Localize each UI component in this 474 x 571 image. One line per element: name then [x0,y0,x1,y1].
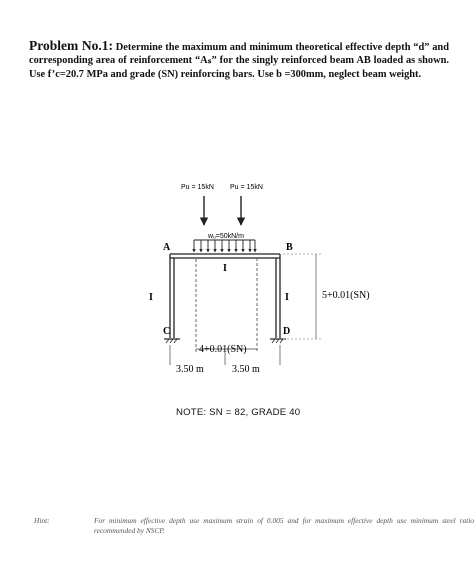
problem-title: Problem No.1: [29,38,113,53]
support-d [270,339,286,343]
span-left-label: 3.50 m [176,364,204,375]
hint-text: For minimum effective depth use maximum strain of 0.005 and for maximum effective depth use minimum steel ratio recommended by NSCP. [94,516,474,535]
load-left-label: Pu = 15kN [181,184,214,191]
label-b: B [286,242,293,253]
inertia-beam-label: I [223,263,227,274]
load-right-label: Pu = 15kN [230,184,263,191]
column-ac [170,254,174,338]
support-c [164,339,180,343]
beam-ab [170,254,280,258]
inertia-right-label: I [285,292,289,303]
note-text: NOTE: SN = 82, GRADE 40 [176,407,301,418]
column-bd [276,254,280,338]
label-d: D [283,326,291,337]
hint-label: Hint: [34,516,50,525]
problem-body: Determine the maximum and minimum theoretical effective depth “d” and corresponding area of reinforcement “Aₛ” for the singly reinforced beam AB loaded as shown. Use f’c=20.7 MPa and grade (SN) reinforcing bars. Use b =300mm, neglect beam weight. [29,42,449,80]
span-dimension [170,345,280,365]
label-a: A [163,242,171,253]
inertia-left-label: I [149,292,153,303]
udl-label: wᵤ=50kN/m [208,233,244,240]
label-c: C [163,326,171,337]
height-dimension-label: 5+0.01(SN) [322,290,370,301]
offset-dimension-label: 4+0.01(SN) [199,344,247,355]
distributed-load [194,240,255,252]
span-right-label: 3.50 m [232,364,260,375]
